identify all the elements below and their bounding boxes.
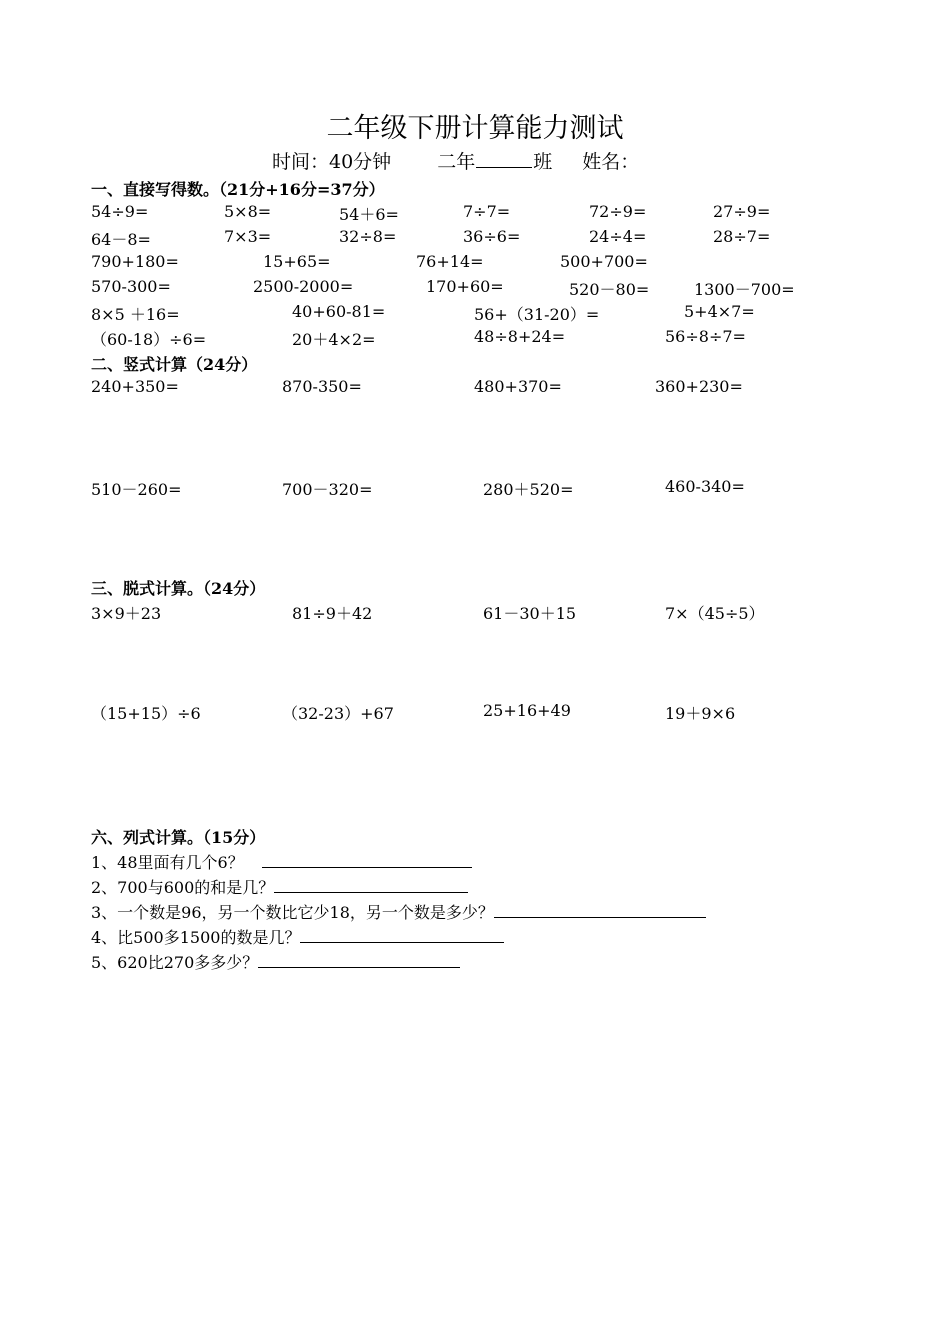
problem: 48÷8+24= <box>474 327 566 346</box>
problem: 20＋4×2= <box>292 330 376 349</box>
name-label: 姓名： <box>582 151 640 173</box>
problem: 54＋6= <box>339 205 399 224</box>
problem: 360+230= <box>655 377 743 396</box>
answer-line[interactable] <box>300 925 504 943</box>
problem: 25+16+49 <box>483 701 571 720</box>
problem: 27÷9= <box>713 202 771 221</box>
problem: 1300－700= <box>694 280 795 299</box>
problem: 3×9＋23 <box>91 604 162 623</box>
word-question: 2、700与600的和是几？ <box>91 875 468 898</box>
section-heading-2: 二、竖式计算（24分） <box>91 355 258 374</box>
problem: （32-23）+67 <box>282 704 394 723</box>
problem: 5+4×7= <box>684 302 755 321</box>
word-question: 3、一个数是96，另一个数比它少18，另一个数是多少？ <box>91 900 706 923</box>
problem: 54÷9= <box>91 202 149 221</box>
section-heading-1: 一、直接写得数。（21分+16分=37分） <box>91 180 385 199</box>
problem: 76+14= <box>416 252 484 271</box>
problem: 32÷8= <box>339 227 397 246</box>
problem: 36÷6= <box>463 227 521 246</box>
problem: 56÷8÷7= <box>665 327 746 346</box>
problem: 870-350= <box>282 377 362 396</box>
problem: （15+15）÷6 <box>91 704 201 723</box>
problem: 510－260= <box>91 480 182 499</box>
problem: 19＋9×6 <box>665 704 736 723</box>
answer-line[interactable] <box>494 900 706 918</box>
word-question: 5、620比270多多少？ <box>91 950 460 973</box>
problem: 24÷4= <box>589 227 647 246</box>
problem: 700－320= <box>282 480 373 499</box>
problem: 28÷7= <box>713 227 771 246</box>
problem: 7×3= <box>224 227 272 246</box>
word-question: 4、比500多1500的数是几？ <box>91 925 504 948</box>
problem: 170+60= <box>426 277 504 296</box>
problem: 7÷7= <box>463 202 511 221</box>
problem: 2500-2000= <box>253 277 354 296</box>
time-limit: 时间：40分钟 <box>272 151 392 173</box>
problem: 460-340= <box>665 477 745 496</box>
problem: 480+370= <box>474 377 562 396</box>
problem: 520－80= <box>569 280 650 299</box>
problem: 500+700= <box>560 252 648 271</box>
problem: （60-18）÷6= <box>91 330 207 349</box>
problem: 280＋520= <box>483 480 574 499</box>
problem: 56+（31-20）= <box>474 305 600 324</box>
section-heading-6: 六、列式计算。（15分） <box>91 828 266 847</box>
problem: 5×8= <box>224 202 272 221</box>
grade-label: 二年 <box>437 151 476 173</box>
answer-line[interactable] <box>258 950 460 968</box>
problem: 790+180= <box>91 252 179 271</box>
problem: 240+350= <box>91 377 179 396</box>
problem: 40+60-81= <box>292 302 386 321</box>
class-label: 班 <box>533 151 553 173</box>
problem: 15+65= <box>263 252 331 271</box>
answer-line[interactable] <box>262 850 472 868</box>
problem: 8×5 ＋16= <box>91 305 180 324</box>
problem: 64－8= <box>91 230 151 249</box>
problem: 570-300= <box>91 277 171 296</box>
problem: 81÷9＋42 <box>292 604 373 623</box>
class-blank[interactable] <box>476 149 532 168</box>
section-heading-3: 三、脱式计算。（24分） <box>91 579 266 598</box>
problem: 61－30＋15 <box>483 604 577 623</box>
exam-info-line <box>272 147 639 174</box>
answer-line[interactable] <box>274 875 468 893</box>
word-question: 1、48里面有几个6？ <box>91 850 472 873</box>
page-title: 二年级下册计算能力测试 <box>326 113 624 144</box>
problem: 72÷9= <box>589 202 647 221</box>
problem: 7×（45÷5） <box>665 604 765 623</box>
